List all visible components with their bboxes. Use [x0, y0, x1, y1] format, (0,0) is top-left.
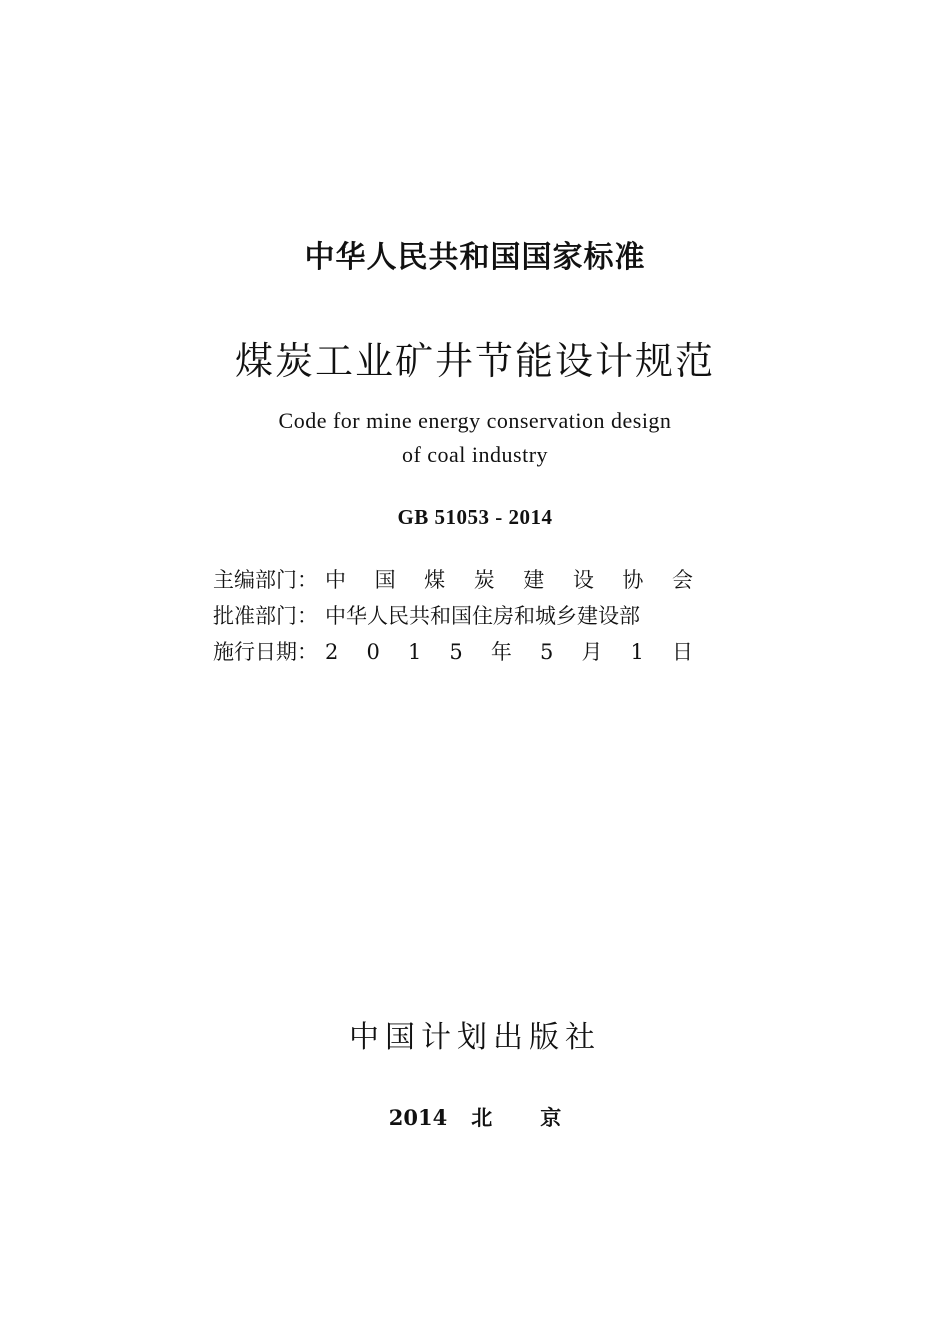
editor-char: 中: [325, 568, 346, 592]
english-title-line-1: Code for mine energy conservation design: [278, 408, 672, 433]
date-char: 1: [407, 640, 422, 664]
date-char: 日: [672, 640, 693, 664]
publication-year: 2014: [388, 1105, 448, 1130]
english-title-line-2: of coal industry: [401, 442, 549, 467]
info-row-effective-date: [213, 634, 693, 670]
editor-char: 建: [523, 568, 545, 592]
editor-char: 炭: [473, 568, 495, 592]
editor-label: 主编部门：: [213, 568, 318, 592]
standard-code: GB 51053 - 2014: [397, 505, 553, 529]
date-char: 2: [325, 640, 339, 664]
date-char: 0: [366, 640, 380, 664]
publication-city-char-1: 北: [471, 1105, 493, 1130]
info-row-editor: [213, 562, 693, 598]
editor-char: 煤: [424, 568, 446, 592]
standard-series-heading: 中华人民共和国国家标准: [304, 240, 646, 275]
date-char: 月: [581, 640, 603, 664]
editor-value: [325, 562, 693, 598]
date-char: 年: [490, 640, 512, 664]
editor-char: 设: [572, 568, 594, 592]
publisher-name: 中国计划出版社: [349, 1020, 601, 1055]
date-char: 1: [630, 640, 644, 664]
effective-date-value: [325, 634, 693, 670]
english-title: [0, 404, 950, 472]
info-block: [213, 562, 693, 670]
editor-char: 会: [671, 568, 693, 592]
info-row-approver: [213, 598, 693, 634]
approver-label: 批准部门：: [213, 604, 318, 628]
editor-char: 国: [374, 568, 396, 592]
publication-city-char-2: 京: [540, 1105, 562, 1130]
approver-value: 中华人民共和国住房和城乡建设部: [325, 604, 640, 628]
editor-char: 协: [622, 568, 644, 592]
date-char: 5: [539, 640, 554, 664]
date-char: 5: [449, 640, 463, 664]
chinese-title: 煤炭工业矿井节能设计规范: [234, 339, 715, 383]
publication-place-year: [0, 1102, 950, 1132]
effective-date-label: 施行日期：: [213, 640, 318, 664]
